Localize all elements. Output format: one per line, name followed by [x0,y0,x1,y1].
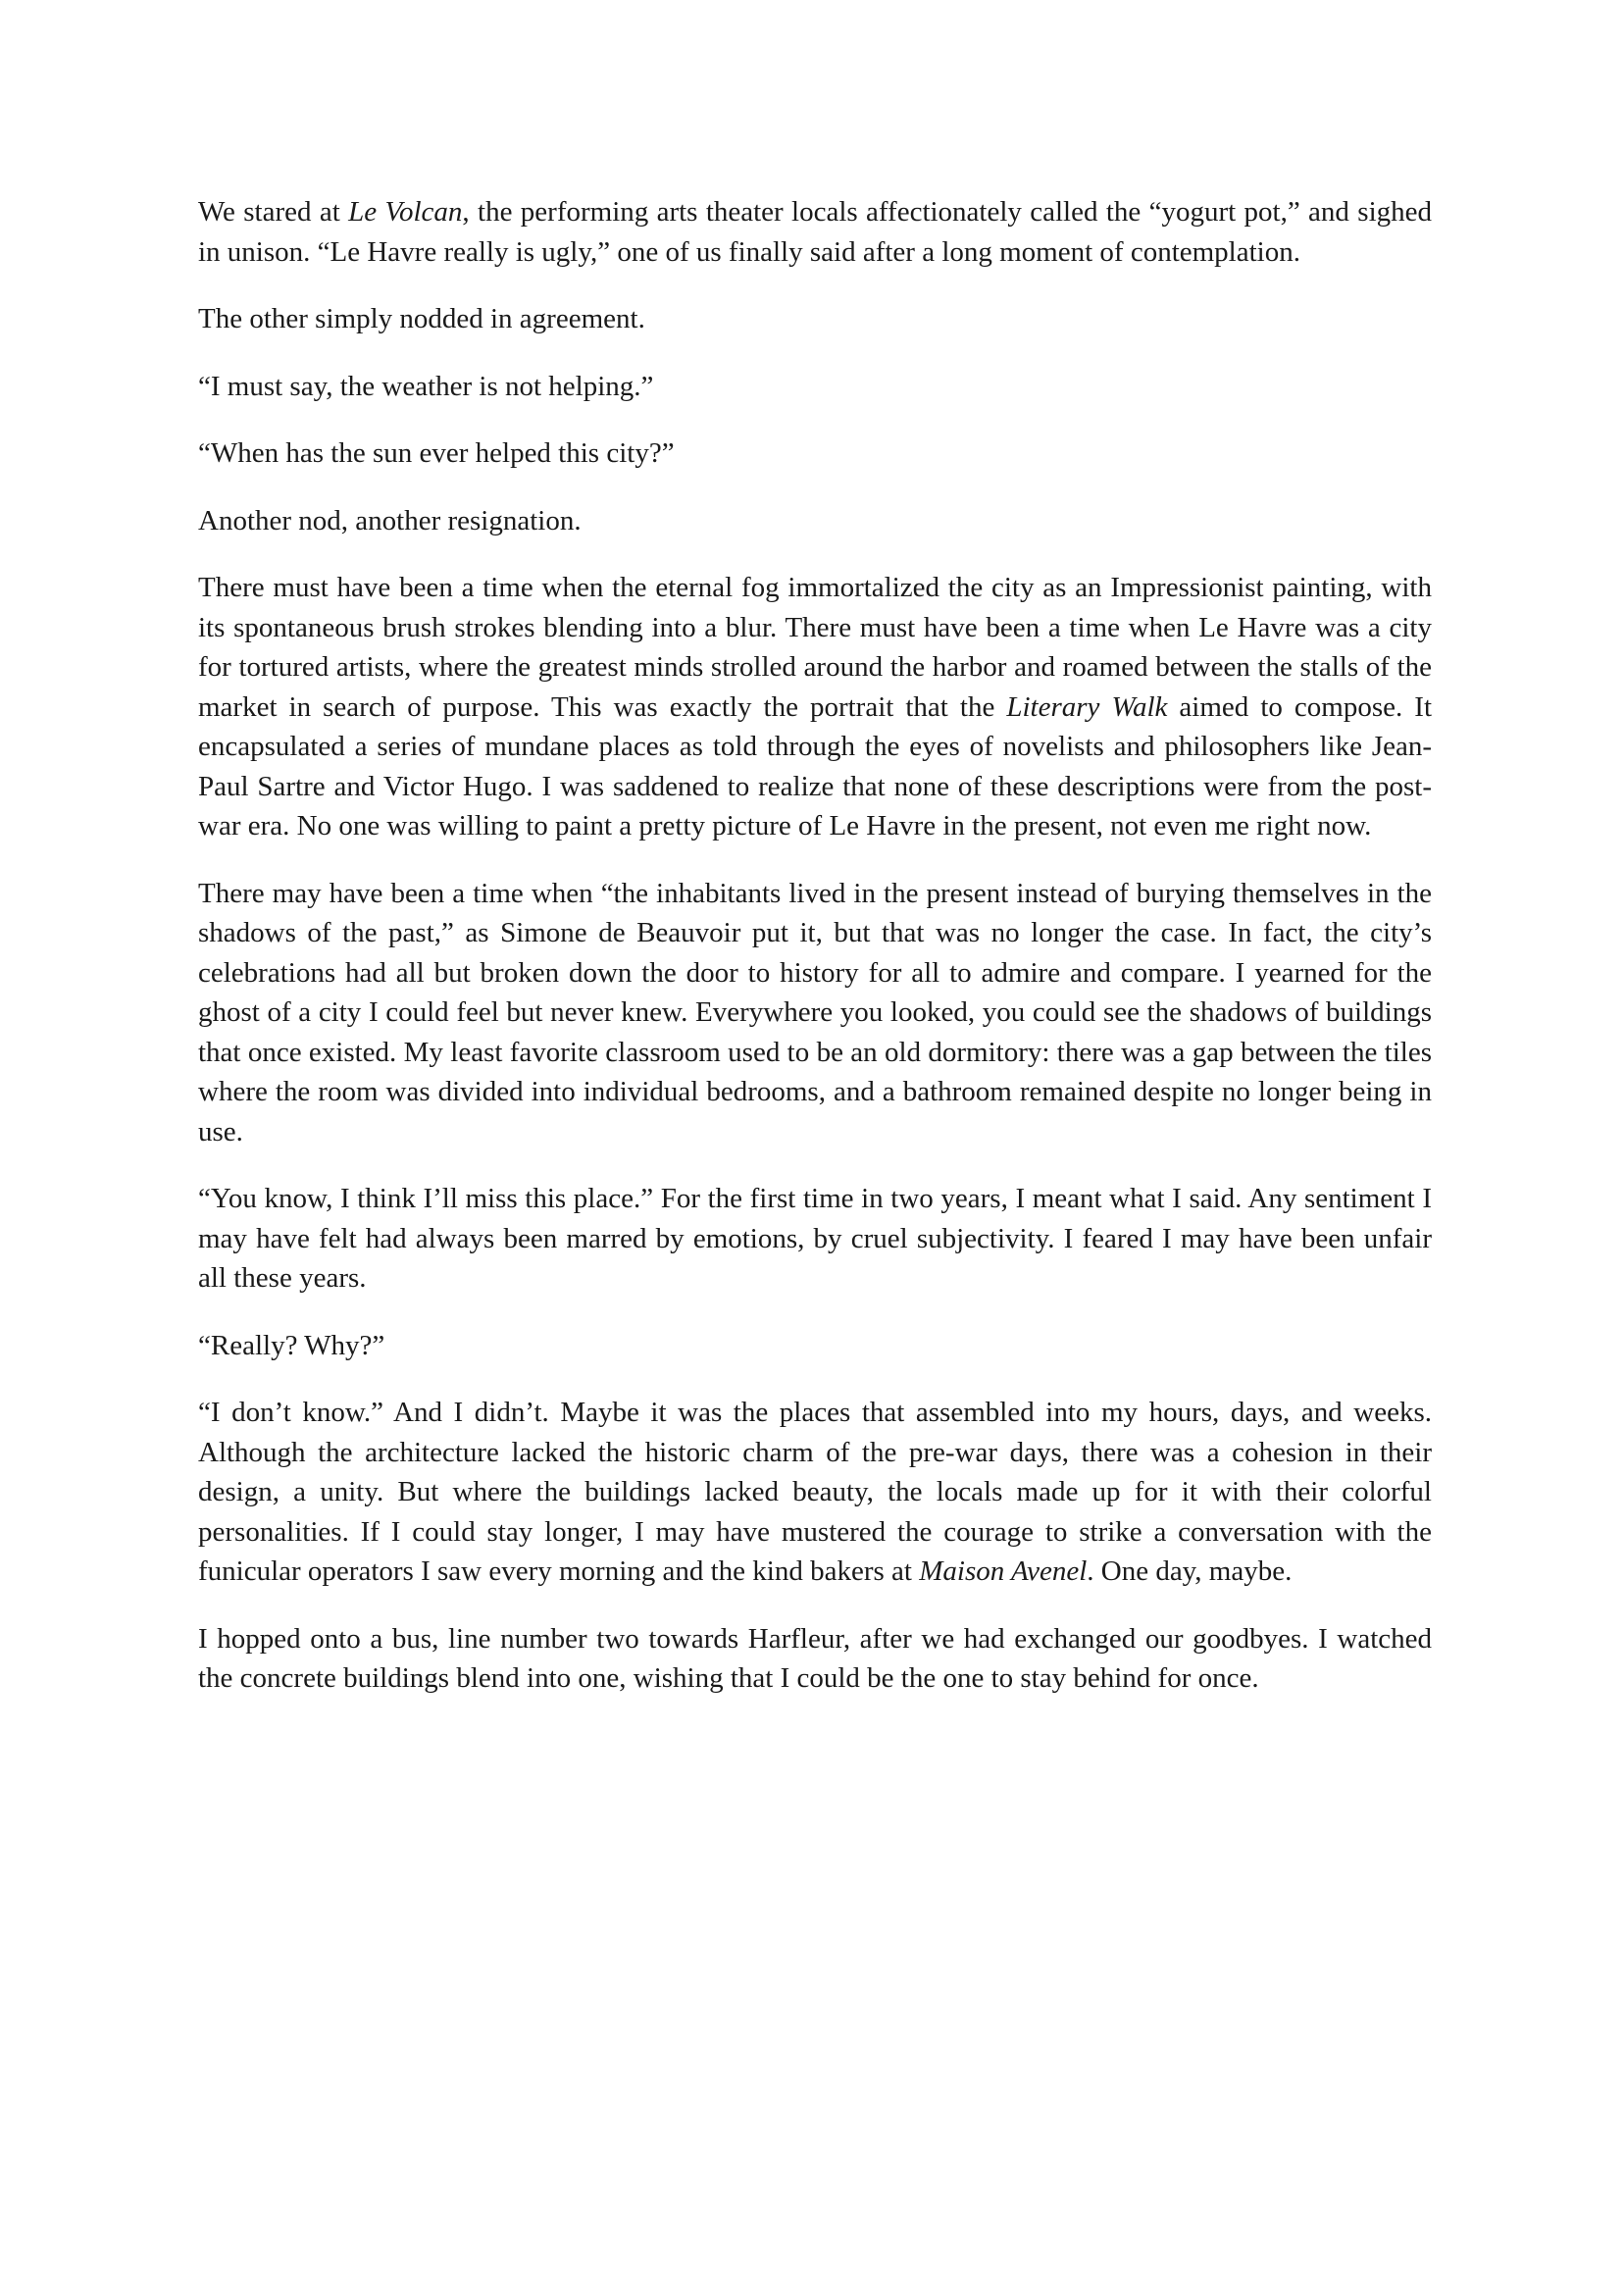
paragraph [198,568,1432,846]
paragraph [198,433,1432,474]
text-run: There must have been a time when the eternal fog immortalized the city as an Impressionist painting, with its spontaneous brush strokes blending into a blur. There must have been a time when Le Havre was a city for tortured artists, where the greatest minds strolled around the harbor and roamed between the stalls of the market in search of purpose. This was exactly the portrait that the [198,572,1432,723]
text-run: “You know, I think I’ll miss this place.” For the first time in two years, I meant what I said. Any sentiment I may have felt had always been marred by emotions, by cruel subjectivity. I feared I may have been unfair all these years. [198,1183,1432,1294]
text-run: “I must say, the weather is not helping.” [198,370,654,402]
italic-title-literary-walk: Literary Walk [1006,690,1168,723]
text-run: Another nod, another resignation. [198,504,582,536]
text-run: “I don’t know.” And I didn’t. Maybe it was the places that assembled into my hours, days, and weeks. Although the architecture lacked the historic charm of the pre-war days, there was a cohesion in their design, a unity. But where the buildings lacked beauty, the locals made up for it with their colorful personalities. If I could stay longer, I may have mustered the courage to strike a conversation with the funicular operators I saw every morning and the kind bakers at [198,1397,1432,1587]
paragraph [198,367,1432,407]
paragraph [198,1393,1432,1592]
italic-title-maison-avenel: Maison Avenel [919,1555,1088,1587]
text-run: “When has the sun ever helped this city?” [198,437,675,469]
paragraph [198,1326,1432,1366]
paragraph [198,1179,1432,1299]
paragraph [198,874,1432,1152]
document-body [198,192,1432,1726]
paragraph [198,501,1432,541]
paragraph [198,1619,1432,1699]
text-run: We stared at [198,196,349,228]
paragraph [198,299,1432,339]
text-run: , the performing arts theater locals affectionately called the “yogurt pot,” and sighed in unison. “Le Havre really is ugly,” one of us finally said after a long moment of contemplation. [198,196,1432,268]
text-run: I hopped onto a bus, line number two towards Harfleur, after we had exchanged our goodbyes. I watched the concrete buildings blend into one, wishing that I could be the one to stay behind for once. [198,1622,1432,1694]
italic-title-le-volcan: Le Volcan [348,196,463,228]
text-run: There may have been a time when “the inhabitants lived in the present instead of burying themselves in the shadows of the past,” as Simone de Beauvoir put it, but that was no longer the case. In fact, the city’s celebrations had all but broken down the door to history for all to admire and compare. I yearned for the ghost of a city I could feel but never knew. Everywhere you looked, you could see the shadows of buildings that once existed. My least favorite classroom used to be an old dormitory: there was a gap between the tiles where the room was divided into individual bedrooms, and a bathroom remained despite no longer being in use. [198,877,1432,1147]
text-run: aimed to compose. It encapsulated a series of mundane places as told through the eyes of novelists and philosophers like Jean-Paul Sartre and Victor Hugo. I was saddened to realize that none of these descriptions were from the post-war era. No one was willing to paint a pretty picture of Le Havre in the present, not even me right now. [198,690,1433,841]
text-run: The other simply nodded in agreement. [198,303,645,334]
text-run: “Really? Why?” [198,1329,385,1361]
paragraph [198,192,1432,272]
text-run: . One day, maybe. [1087,1555,1293,1587]
